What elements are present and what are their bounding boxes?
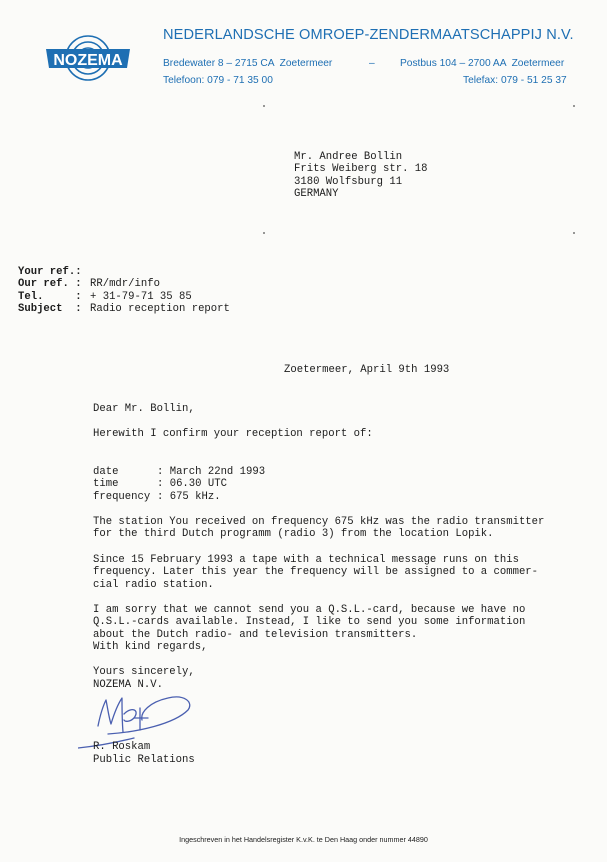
nozema-logo xyxy=(43,34,133,82)
closing: With kind regards, xyxy=(93,641,208,653)
reference-block xyxy=(18,253,230,316)
registration-footer: Ingeschreven in het Handelsregister K.v.K. te Den Haag onder nummer 44890 xyxy=(179,835,428,844)
report-field: time xyxy=(93,478,119,491)
tel-value: + 31-79-71 35 85 xyxy=(90,290,192,303)
fax-number: Telefax: 079 - 51 25 37 xyxy=(463,75,567,86)
tel-label: Tel. : xyxy=(18,290,82,303)
recipient-name: Mr. Andree Bollin xyxy=(294,150,403,163)
paragraph-station xyxy=(93,503,544,541)
report-value: : 06.30 UTC xyxy=(157,478,227,491)
report-row xyxy=(93,491,265,504)
recipient-address xyxy=(294,138,428,201)
your-ref-label: Your ref.: xyxy=(18,265,82,278)
intro-line: Herewith I confirm your reception report of: xyxy=(93,428,373,440)
our-ref-label: Our ref. : xyxy=(18,278,82,291)
recipient-country: GERMANY xyxy=(294,188,339,201)
subject-label: Subject : xyxy=(18,303,82,316)
report-value: : March 22nd 1993 xyxy=(157,465,266,478)
our-ref-value: RR/mdr/info xyxy=(90,278,160,291)
report-row xyxy=(93,478,265,491)
report-field: frequency xyxy=(93,490,151,503)
paragraph-frequency xyxy=(93,541,538,591)
postal-address: Postbus 104 – 2700 AA Zoetermeer xyxy=(400,58,565,69)
recipient-city: 3180 Wolfsburg 11 xyxy=(294,175,403,188)
visit-address: Bredewater 8 – 2715 CA Zoetermeer xyxy=(163,58,333,69)
sign-off: Yours sincerely, xyxy=(93,666,195,678)
text-line: Since 15 February 1993 a tape with a technical message runs on this xyxy=(93,553,519,566)
fold-mark xyxy=(573,232,575,234)
sender-company: NOZEMA N.V. xyxy=(93,679,163,691)
logo-text: NOZEMA xyxy=(53,52,123,69)
text-line: for the third Dutch programm (radio 3) from the location Lopik. xyxy=(93,528,494,541)
report-value: : 675 kHz. xyxy=(157,490,221,503)
company-name: NEDERLANDSCHE OMROEP-ZENDERMAATSCHAPPIJ N.V. xyxy=(163,27,574,43)
salutation: Dear Mr. Bollin, xyxy=(93,403,195,415)
fold-mark xyxy=(263,232,265,234)
place-date: Zoetermeer, April 9th 1993 xyxy=(284,364,450,376)
text-line: The station You received on frequency 675 kHz was the radio transmitter xyxy=(93,515,545,528)
recipient-street: Frits Weiberg str. 18 xyxy=(294,163,428,176)
text-line: I am sorry that we cannot send you a Q.S.L.-card, because we have no xyxy=(93,603,526,616)
fold-mark xyxy=(573,105,575,107)
report-field: date xyxy=(93,465,119,478)
phone-number: Telefoon: 079 - 71 35 00 xyxy=(163,75,273,86)
signer-name: R. Roskam xyxy=(93,741,151,753)
text-line: about the Dutch radio- and television transmitters. xyxy=(93,628,418,641)
report-row xyxy=(93,466,265,479)
signer-title: Public Relations xyxy=(93,754,195,766)
fold-mark xyxy=(263,105,265,107)
address-separator: – xyxy=(369,58,375,69)
text-line: Q.S.L.-cards available. Instead, I like to send you some information xyxy=(93,616,526,629)
paragraph-qsl xyxy=(93,591,525,641)
text-line: frequency. Later this year the frequency will be assigned to a commer- xyxy=(93,566,539,579)
report-details xyxy=(93,453,265,503)
text-line: cial radio station. xyxy=(93,578,214,591)
subject-value: Radio reception report xyxy=(90,303,230,316)
